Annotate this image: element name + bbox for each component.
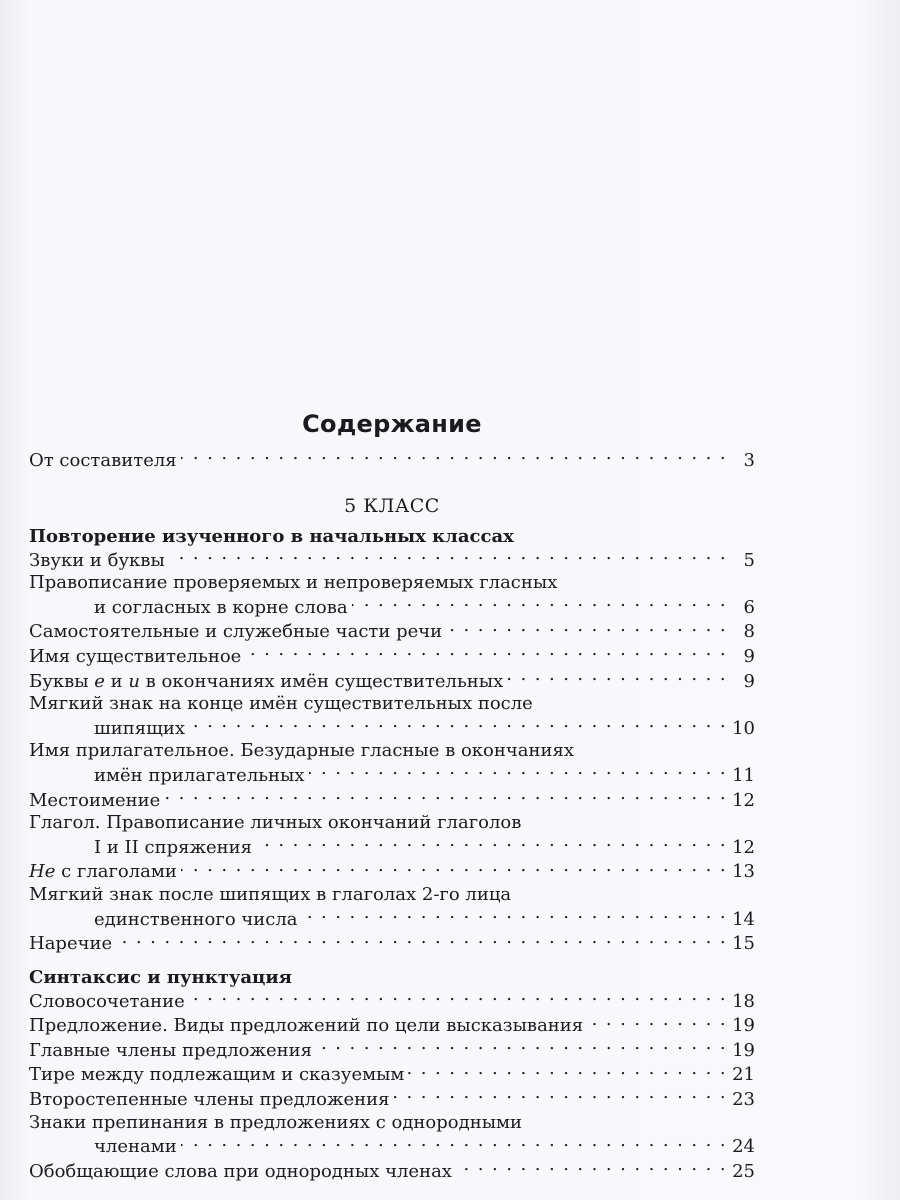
toc-entry-page: 14	[732, 908, 755, 930]
leader-dots	[116, 931, 727, 949]
label-part: в окончаниях имён существительных	[139, 670, 504, 692]
toc-entry[interactable]	[29, 931, 755, 956]
toc-entry-label: Главные члены предложения	[29, 1039, 313, 1061]
toc-entry[interactable]	[29, 884, 755, 931]
label-italic: и	[128, 670, 140, 692]
leader-dots	[456, 1159, 727, 1177]
toc-entry-label-cont: шипящих	[94, 717, 185, 739]
toc-entry-page: 6	[743, 596, 755, 618]
leader-dots	[309, 763, 727, 781]
toc-entry-page: 18	[732, 990, 755, 1012]
leader-dots	[189, 989, 727, 1007]
leader-dots	[507, 669, 727, 687]
toc-entry[interactable]	[29, 1087, 755, 1112]
toc-entry-label: Обобщающие слова при однородных членах	[29, 1160, 452, 1182]
leader-dots	[169, 548, 727, 566]
table-of-contents	[29, 410, 755, 1183]
toc-entry[interactable]	[29, 669, 755, 694]
toc-entry-page: 15	[732, 933, 755, 955]
toc-entry-label: От составителя	[29, 450, 177, 471]
leader-dots	[181, 859, 727, 877]
toc-entry-label: Имя прилагательное. Безударные гласные в окончаниях	[29, 740, 575, 762]
toc-entry[interactable]	[29, 1038, 755, 1063]
toc-entry-page: 21	[732, 1064, 755, 1086]
toc-entry-label: Знаки препинания в предложениях с однородными	[29, 1111, 523, 1133]
toc-entry-label: Глагол. Правописание личных окончаний глаголов	[29, 812, 522, 834]
toc-title: Содержание	[302, 410, 482, 438]
toc-entry-label: Самостоятельные и служебные части речи	[29, 621, 443, 643]
leader-dots	[302, 907, 727, 925]
toc-entry[interactable]	[29, 1013, 755, 1038]
toc-entry-page: 9	[743, 645, 755, 667]
toc-entry[interactable]	[29, 812, 755, 859]
toc-entry-label: Словосочетание	[29, 990, 185, 1012]
leader-dots	[181, 448, 727, 466]
toc-entry[interactable]	[29, 1062, 755, 1087]
leader-dots	[394, 1087, 727, 1105]
toc-entry-label: Тире между подлежащим и сказуемым	[29, 1064, 405, 1086]
toc-entry[interactable]	[29, 619, 755, 644]
toc-entry[interactable]	[29, 1159, 755, 1184]
toc-entry-label	[29, 671, 503, 694]
toc-entry-page: 12	[732, 836, 755, 858]
leader-dots	[352, 595, 727, 613]
toc-entry[interactable]	[29, 740, 755, 787]
toc-entry-label: Предложение. Виды предложений по цели высказывания	[29, 1015, 584, 1037]
label-italic: Не	[29, 861, 56, 883]
leader-dots	[316, 1038, 727, 1056]
leader-dots	[245, 644, 727, 662]
toc-entry[interactable]	[29, 548, 755, 573]
toc-entry-label: Наречие	[29, 933, 113, 955]
toc-entry-page: 25	[732, 1160, 755, 1182]
toc-entry-page: 9	[743, 670, 755, 692]
section-heading: Синтаксис и пунктуация	[29, 966, 292, 988]
leader-dots	[408, 1062, 727, 1080]
section-heading: Повторение изученного в начальных классах	[29, 525, 514, 547]
toc-entry-page: 3	[743, 450, 755, 471]
toc-entry-label	[29, 861, 177, 884]
toc-entry[interactable]	[29, 989, 755, 1014]
leader-dots	[164, 788, 727, 806]
toc-entry-label: Второстепенные члены предложения	[29, 1089, 390, 1111]
toc-entry-preface[interactable]	[29, 448, 755, 473]
toc-entry-page: 11	[732, 764, 755, 786]
leader-dots	[446, 619, 727, 637]
toc-entry[interactable]	[29, 788, 755, 813]
leader-dots	[587, 1013, 727, 1031]
toc-entry-page: 10	[732, 717, 755, 739]
leader-dots	[189, 716, 727, 734]
toc-entry[interactable]	[29, 572, 755, 619]
toc-entry[interactable]	[29, 1112, 755, 1159]
leader-dots	[256, 835, 727, 853]
toc-entry-page: 23	[732, 1089, 755, 1111]
grade-heading: 5 КЛАСС	[344, 494, 440, 517]
toc-entry-label: Мягкий знак после шипящих в глаголах 2-го лица	[29, 883, 512, 905]
label-part: и	[104, 670, 129, 692]
toc-entry-label-cont: единственного числа	[94, 908, 298, 930]
toc-entry-page: 24	[732, 1136, 755, 1158]
toc-entry[interactable]	[29, 859, 755, 884]
label-part: Буквы	[29, 670, 95, 692]
toc-entry-page: 19	[732, 1039, 755, 1061]
toc-entry-label-cont: и согласных в корне слова	[94, 596, 348, 618]
toc-entry-page: 19	[732, 1015, 755, 1037]
toc-entry-label: Правописание проверяемых и непроверяемых гласных	[29, 572, 558, 594]
leader-dots	[181, 1134, 727, 1152]
toc-entry-page: 13	[732, 861, 755, 883]
toc-entry-label-cont: членами	[94, 1136, 177, 1158]
toc-entry-label-cont: имён прилагательных	[94, 764, 305, 786]
toc-entry-label: Имя существительное	[29, 645, 242, 667]
toc-entry-label: Звуки и буквы	[29, 549, 165, 571]
label-italic: е	[94, 670, 105, 692]
toc-entry-page: 12	[732, 789, 755, 811]
label-part: с глаголами	[55, 861, 177, 883]
toc-entry[interactable]	[29, 644, 755, 669]
toc-entry-label-cont: I и II спряжения	[94, 836, 253, 858]
toc-entry[interactable]	[29, 693, 755, 740]
toc-entry-page: 8	[743, 621, 755, 643]
toc-entry-page: 5	[743, 549, 755, 571]
toc-entry-label: Местоимение	[29, 789, 161, 811]
toc-entry-label: Мягкий знак на конце имён существительных после	[29, 693, 533, 715]
